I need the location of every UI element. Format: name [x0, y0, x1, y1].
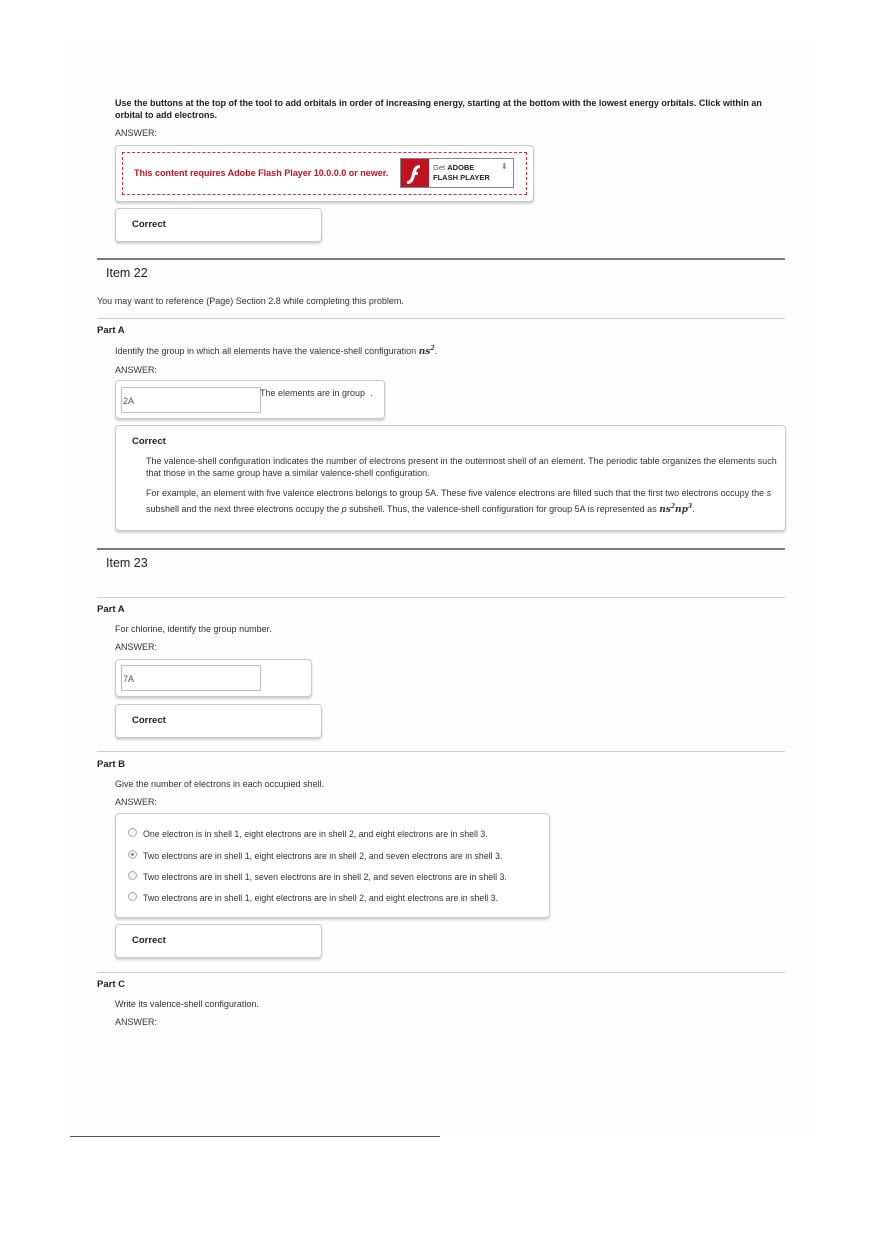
radio-option-1[interactable]	[128, 828, 137, 837]
part-a-title: Part A	[97, 604, 125, 615]
feedback-box	[115, 425, 786, 531]
explanation-paragraph-1: The valence-shell configuration indicates the number of electrons present in the outermost shell of an element. The periodic table organizes the elements such that those in the same group have a similar valence-shell configuration.	[146, 456, 777, 478]
page-footer-rule	[70, 1136, 440, 1137]
flash-placeholder	[122, 152, 527, 195]
item-divider	[97, 258, 785, 260]
answer-label: ANSWER:	[115, 642, 158, 652]
get-flash-player-button[interactable]	[400, 158, 514, 188]
answer-label: ANSWER:	[115, 365, 158, 375]
feedback-correct: Correct	[132, 219, 166, 230]
explanation-paragraph-2: For example, an element with five valence electrons belongs to group 5A. These five valence electrons are filled such that the first two electrons occupy the s subshell and the next three electrons occupy the p subshell. Thus, the valence-shell configuration for group 5A is represented as $ns^2np^3$.	[146, 488, 772, 515]
part-b-title: Part B	[97, 759, 125, 770]
feedback-box	[115, 704, 322, 738]
item-22-reference: You may want to reference (Page) Section 2.8 while completing this problem.	[97, 296, 404, 306]
flash-logo-icon	[401, 159, 429, 187]
answer-box	[115, 659, 312, 697]
part-divider	[97, 318, 785, 319]
part-divider	[97, 597, 785, 598]
option-label-3: Two electrons are in shell 1, seven electrons are in shell 2, and seven electrons are in shell 3.	[143, 872, 507, 882]
answer-label: ANSWER:	[115, 797, 158, 807]
group-number-input[interactable]: 7A	[121, 665, 261, 691]
flash-container	[115, 145, 534, 202]
item-22-title: Item 22	[106, 266, 148, 280]
option-label-1: One electron is in shell 1, eight electrons are in shell 2, and eight electrons are in shell 3.	[143, 829, 488, 839]
group-input[interactable]: 2A	[121, 387, 261, 413]
option-label-4: Two electrons are in shell 1, eight electrons are in shell 2, and eight electrons are in shell 3.	[143, 893, 499, 903]
feedback-correct: Correct	[132, 436, 166, 447]
orbital-instruction: Use the buttons at the top of the tool to add orbitals in order of increasing energy, starting at the bottom with the lowest energy orbitals. Click within an orbital to add electrons.	[115, 98, 762, 120]
radio-option-4[interactable]	[128, 892, 137, 901]
part-divider	[97, 972, 785, 973]
part-a-title: Part A	[97, 325, 125, 336]
answer-label: ANSWER:	[115, 128, 158, 138]
flash-message: This content requires Adobe Flash Player 10.0.0.0 or newer.	[134, 168, 389, 178]
part-b-question: Give the number of electrons in each occupied shell.	[115, 779, 325, 789]
part-a-question: Identify the group in which all elements have the valence-shell configuration $ns^2$.	[115, 345, 438, 357]
part-a-question: For chlorine, identify the group number.	[115, 624, 272, 634]
part-c-title: Part C	[97, 979, 125, 990]
flash-badge-line1: Get ADOBE	[433, 163, 475, 172]
feedback-box	[115, 208, 322, 242]
answer-label: ANSWER:	[115, 1017, 158, 1027]
option-label-2: Two electrons are in shell 1, eight electrons are in shell 2, and seven electrons are in shell 3.	[143, 851, 503, 861]
item-divider	[97, 548, 785, 550]
choices-box	[115, 813, 550, 918]
download-arrow-icon: ⬇	[501, 162, 508, 171]
flash-badge-line2: FLASH PLAYER	[433, 173, 490, 182]
feedback-correct: Correct	[132, 715, 166, 726]
answer-box	[115, 380, 385, 419]
radio-option-2[interactable]	[128, 850, 137, 859]
feedback-box	[115, 924, 322, 958]
part-c-question: Write its valence-shell configuration.	[115, 999, 259, 1009]
radio-option-3[interactable]	[128, 871, 137, 880]
feedback-correct: Correct	[132, 935, 166, 946]
item-23-title: Item 23	[106, 556, 148, 570]
answer-sentence: The elements are in group .	[260, 388, 373, 398]
part-divider	[97, 751, 785, 752]
